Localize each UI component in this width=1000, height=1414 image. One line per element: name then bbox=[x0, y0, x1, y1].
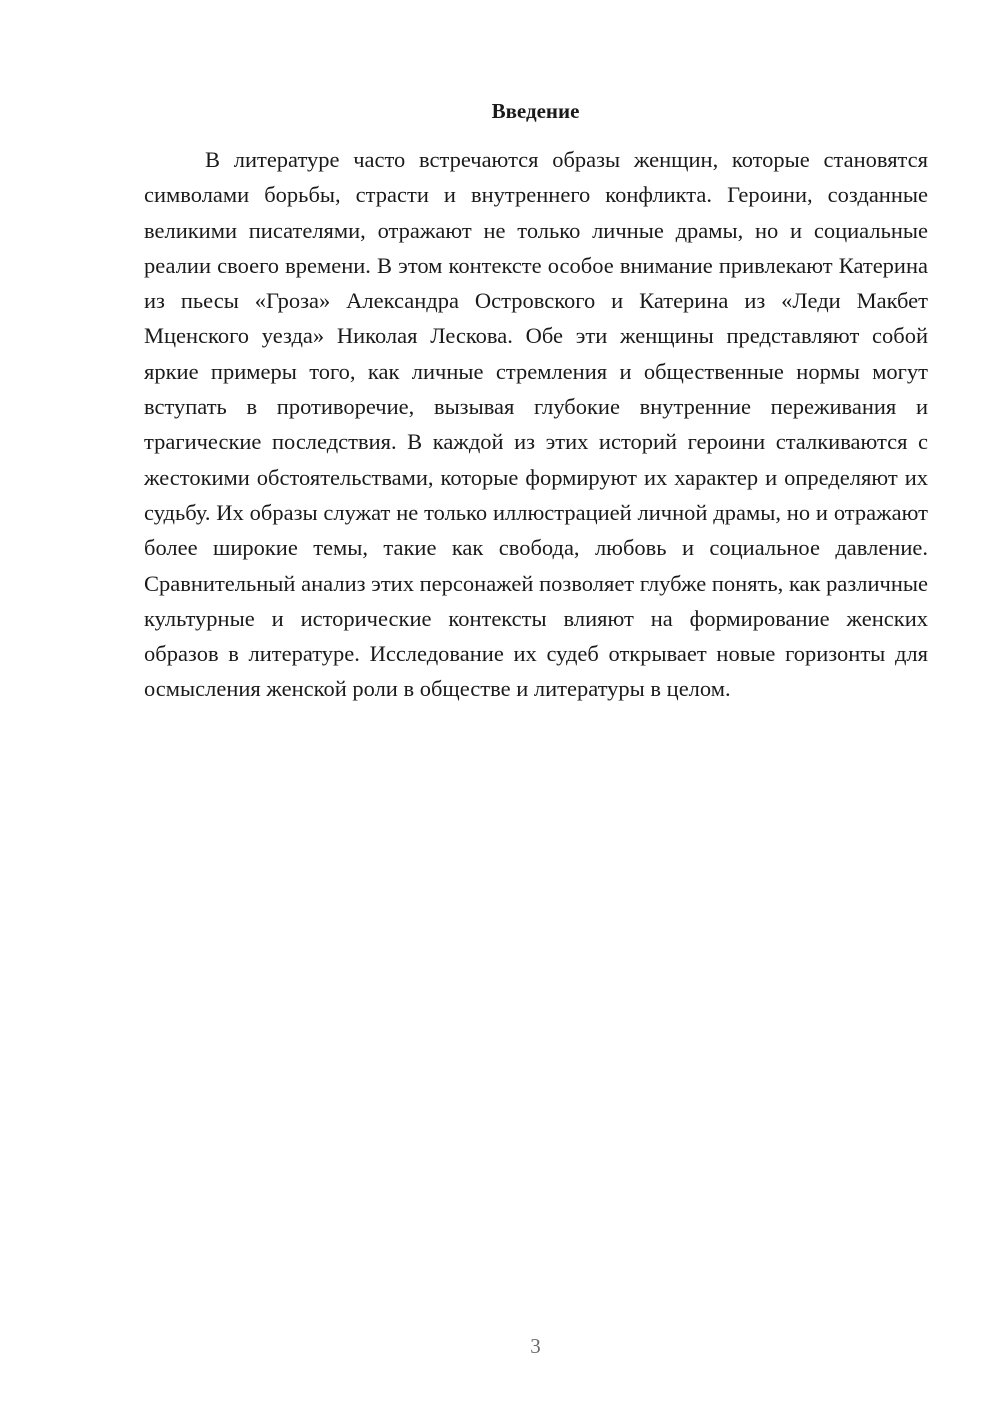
page-number: 3 bbox=[530, 1334, 541, 1358]
section-title: Введение bbox=[491, 99, 580, 123]
body-paragraph: В литературе часто встречаются образы женщин, которые становятся символами борьбы, страсти и внутреннего конфликта. Героини, созданные великими писателями, отражают не только личные драмы, но и социальные реалии своего времени. В этом контексте особое внимание привлекают Катерина из пьесы «Гроза» Александра Островского и Катерина из «Леди Макбет Мценского уезда» Николая Лескова. Обе эти женщины представляют собой яркие примеры того, как личные стремления и общественные нормы могут вступать в противоречие, вызывая глубокие внутренние переживания и трагические последствия. В каждой из этих историй героини сталкиваются с жестокими обстоятельствами, которые формируют их характер и определяют их судьбу. Их образы служат не только иллюстрацией личной драмы, но и отражают более широкие темы, такие как свобода, любовь и социальное давление. Сравнительный анализ этих персонажей позволяет глубже понять, как различные культурные и исторические контексты влияют на формирование женских образов в литературе. Исследование их судеб открывает новые горизонты для осмысления женской роли в обществе и литературы в целом. bbox=[144, 147, 928, 702]
